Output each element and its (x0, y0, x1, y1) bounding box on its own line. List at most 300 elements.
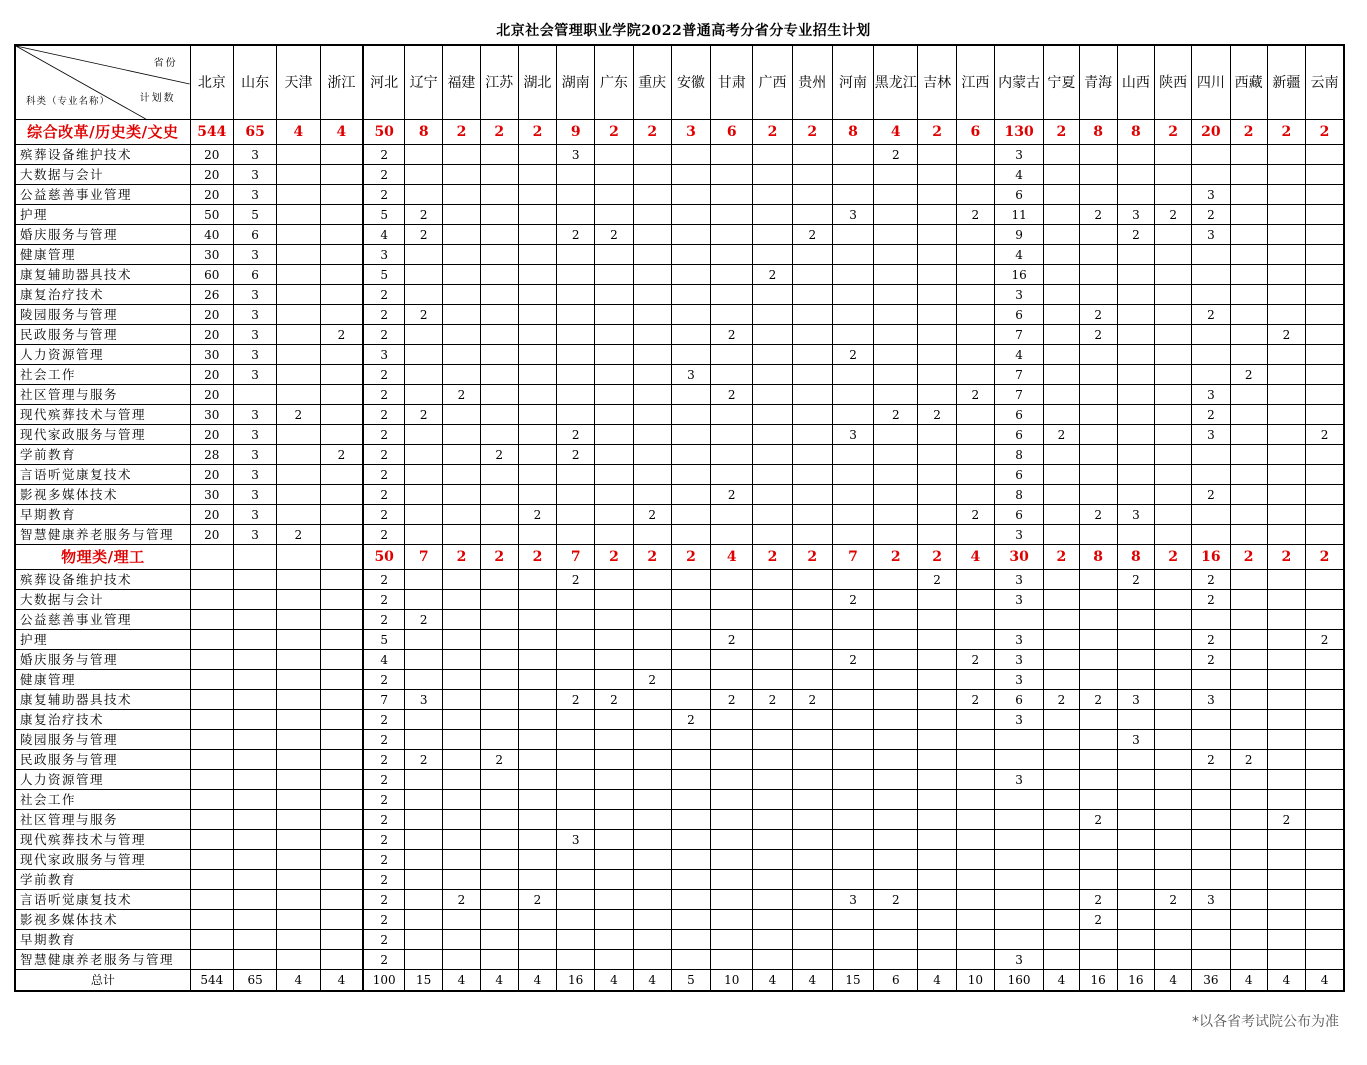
plan-count-cell: 2 (1079, 205, 1117, 225)
page-title: 北京社会管理职业学院2022普通高考分省分专业招生计划 (496, 23, 871, 39)
major-name: 社区管理与服务 (15, 385, 190, 405)
plan-count-cell (1117, 870, 1154, 890)
plan-count-cell (918, 830, 956, 850)
major-name: 人力资源管理 (15, 770, 190, 790)
plan-count-cell (320, 610, 363, 630)
plan-count-cell (633, 245, 671, 265)
plan-count-cell: 5 (233, 205, 276, 225)
plan-count-cell (832, 870, 873, 890)
plan-count-cell: 20 (190, 425, 233, 445)
plan-count-cell (557, 485, 595, 505)
table-row (15, 950, 1344, 970)
plan-count-cell (1230, 790, 1267, 810)
plan-count-cell (557, 790, 595, 810)
plan-count-cell (480, 670, 518, 690)
plan-count-cell (557, 730, 595, 750)
total-cell: 5 (671, 970, 710, 992)
plan-count-cell (832, 265, 873, 285)
plan-count-cell: 2 (874, 145, 918, 165)
plan-count-cell (1079, 590, 1117, 610)
plan-count-cell: 2 (1192, 570, 1230, 590)
plan-count-cell (874, 345, 918, 365)
plan-count-cell (443, 425, 480, 445)
total-cell: 4 (1155, 970, 1192, 992)
plan-count-cell (956, 525, 994, 545)
plan-count-cell (792, 910, 832, 930)
plan-count-cell (518, 185, 556, 205)
table-row (15, 790, 1344, 810)
total-cell: 4 (1306, 970, 1344, 992)
plan-count-cell: 3 (1192, 385, 1230, 405)
plan-count-cell (1230, 670, 1267, 690)
plan-count-cell (1306, 345, 1344, 365)
plan-count-cell (320, 650, 363, 670)
plan-count-cell (1044, 730, 1079, 750)
plan-count-cell (874, 770, 918, 790)
plan-count-cell (1230, 890, 1267, 910)
plan-count-cell (277, 445, 320, 465)
plan-count-cell (480, 630, 518, 650)
plan-count-cell: 20 (190, 525, 233, 545)
province-header: 河南 (832, 45, 873, 120)
plan-count-cell (918, 505, 956, 525)
major-name: 殡葬设备维护技术 (15, 145, 190, 165)
plan-count-cell (832, 245, 873, 265)
plan-count-cell (633, 750, 671, 770)
plan-count-cell (1117, 830, 1154, 850)
plan-count-cell (1267, 950, 1305, 970)
plan-count-cell: 2 (918, 570, 956, 590)
plan-count-cell (1044, 830, 1079, 850)
plan-count-cell: 3 (994, 570, 1043, 590)
plan-count-cell: 26 (190, 285, 233, 305)
plan-count-cell: 3 (1117, 205, 1154, 225)
plan-count-cell (443, 485, 480, 505)
plan-count-cell (1230, 385, 1267, 405)
table-row (15, 890, 1344, 910)
plan-count-cell (1267, 710, 1305, 730)
plan-count-cell (1044, 205, 1079, 225)
plan-count-cell (595, 830, 633, 850)
plan-count-cell (595, 405, 633, 425)
plan-count-cell (1155, 590, 1192, 610)
section-total-cell: 2 (874, 545, 918, 570)
plan-count-cell (633, 385, 671, 405)
plan-count-cell (1155, 285, 1192, 305)
plan-count-cell (518, 850, 556, 870)
section-total-cell: 2 (918, 120, 956, 145)
plan-count-cell: 3 (233, 405, 276, 425)
plan-count-cell (443, 670, 480, 690)
plan-count-cell: 3 (233, 285, 276, 305)
plan-count-cell (711, 890, 753, 910)
major-name: 护理 (15, 630, 190, 650)
plan-count-cell (1155, 630, 1192, 650)
plan-count-cell (792, 425, 832, 445)
plan-count-cell (595, 630, 633, 650)
plan-count-cell: 6 (233, 265, 276, 285)
plan-count-cell: 2 (405, 750, 443, 770)
plan-count-cell (518, 265, 556, 285)
plan-count-cell: 2 (363, 185, 404, 205)
table-row (15, 325, 1344, 345)
plan-count-cell (277, 305, 320, 325)
plan-count-cell (1267, 245, 1305, 265)
plan-count-cell (1306, 770, 1344, 790)
plan-count-cell (956, 750, 994, 770)
province-header: 浙江 (320, 45, 363, 120)
province-header: 重庆 (633, 45, 671, 120)
plan-count-cell: 2 (363, 890, 404, 910)
plan-count-cell: 2 (320, 445, 363, 465)
footnote: *以各省考试院公布为准 (1192, 1014, 1339, 1030)
section-total-cell: 6 (956, 120, 994, 145)
plan-count-cell (671, 165, 710, 185)
plan-count-cell (190, 710, 233, 730)
plan-count-cell (874, 790, 918, 810)
plan-count-cell (1117, 710, 1154, 730)
plan-count-cell (711, 265, 753, 285)
plan-count-cell (595, 870, 633, 890)
total-row (15, 970, 1344, 992)
table-row (15, 345, 1344, 365)
major-name: 现代殡葬技术与管理 (15, 405, 190, 425)
plan-count-cell (1117, 285, 1154, 305)
plan-count-cell (595, 750, 633, 770)
plan-count-cell (832, 750, 873, 770)
plan-count-cell (1044, 810, 1079, 830)
plan-count-cell (1267, 145, 1305, 165)
plan-count-cell (918, 245, 956, 265)
plan-count-cell (190, 590, 233, 610)
plan-count-cell (320, 205, 363, 225)
plan-count-cell (1230, 590, 1267, 610)
plan-count-cell (190, 610, 233, 630)
plan-count-cell (1230, 570, 1267, 590)
plan-count-cell (1306, 930, 1344, 950)
plan-count-cell (557, 930, 595, 950)
plan-count-cell (595, 910, 633, 930)
section-total-cell: 2 (595, 545, 633, 570)
plan-count-cell: 3 (233, 165, 276, 185)
plan-count-cell (557, 245, 595, 265)
plan-count-cell (277, 790, 320, 810)
plan-count-cell: 2 (956, 385, 994, 405)
plan-count-cell (711, 405, 753, 425)
plan-count-cell (956, 590, 994, 610)
plan-count-cell (633, 710, 671, 730)
plan-count-cell: 2 (363, 770, 404, 790)
plan-count-cell: 3 (233, 505, 276, 525)
section-total-cell: 4 (956, 545, 994, 570)
plan-count-cell: 20 (190, 185, 233, 205)
table-row (15, 285, 1344, 305)
table-row (15, 570, 1344, 590)
plan-count-cell (753, 305, 792, 325)
plan-count-cell: 3 (994, 285, 1043, 305)
total-cell: 4 (1230, 970, 1267, 992)
plan-count-cell (480, 225, 518, 245)
plan-count-cell (443, 165, 480, 185)
major-name: 影视多媒体技术 (15, 485, 190, 505)
plan-count-cell (1079, 265, 1117, 285)
plan-count-cell (792, 590, 832, 610)
plan-count-cell (1155, 810, 1192, 830)
plan-count-cell (405, 630, 443, 650)
plan-count-cell (320, 465, 363, 485)
plan-count-cell (1079, 525, 1117, 545)
province-header: 北京 (190, 45, 233, 120)
province-header: 陕西 (1155, 45, 1192, 120)
plan-count-cell (1192, 870, 1230, 890)
plan-count-cell (233, 690, 276, 710)
plan-count-cell (753, 630, 792, 650)
plan-count-cell (443, 610, 480, 630)
plan-count-cell (918, 770, 956, 790)
total-cell: 16 (1117, 970, 1154, 992)
plan-count-cell (233, 870, 276, 890)
plan-count-cell: 7 (363, 690, 404, 710)
plan-count-cell (792, 870, 832, 890)
plan-count-cell (1267, 630, 1305, 650)
plan-count-cell: 3 (832, 425, 873, 445)
plan-count-cell (753, 730, 792, 750)
plan-count-cell (1079, 870, 1117, 890)
plan-count-cell: 6 (994, 185, 1043, 205)
plan-count-cell (994, 910, 1043, 930)
corner-label-category: 科类（专业名称） (26, 96, 111, 107)
plan-count-cell (1192, 505, 1230, 525)
plan-count-cell (994, 870, 1043, 890)
plan-count-cell (711, 345, 753, 365)
plan-count-cell (1079, 630, 1117, 650)
plan-count-cell (277, 670, 320, 690)
plan-count-cell (711, 810, 753, 830)
plan-count-cell (1230, 630, 1267, 650)
plan-count-cell (753, 650, 792, 670)
plan-count-cell (1079, 790, 1117, 810)
plan-count-cell (633, 650, 671, 670)
plan-count-cell (557, 365, 595, 385)
plan-count-cell (1192, 325, 1230, 345)
plan-count-cell (190, 870, 233, 890)
plan-count-cell (233, 830, 276, 850)
plan-count-cell (832, 810, 873, 830)
plan-count-cell (277, 145, 320, 165)
plan-count-cell (518, 345, 556, 365)
plan-count-cell (443, 770, 480, 790)
plan-count-cell (1267, 405, 1305, 425)
plan-count-cell (518, 810, 556, 830)
plan-count-cell (1192, 245, 1230, 265)
plan-count-cell (753, 325, 792, 345)
plan-count-cell (1230, 305, 1267, 325)
plan-count-cell (1044, 570, 1079, 590)
plan-count-cell (874, 365, 918, 385)
plan-count-cell (1230, 465, 1267, 485)
plan-count-cell (518, 245, 556, 265)
plan-count-cell (277, 810, 320, 830)
plan-count-cell: 16 (994, 265, 1043, 285)
plan-count-cell (518, 465, 556, 485)
plan-count-cell (233, 950, 276, 970)
plan-count-cell: 3 (233, 445, 276, 465)
plan-count-cell (1230, 810, 1267, 830)
plan-count-cell (1306, 525, 1344, 545)
plan-count-cell (792, 345, 832, 365)
plan-count-cell (1079, 670, 1117, 690)
section-total-cell: 2 (1155, 120, 1192, 145)
table-row (15, 870, 1344, 890)
plan-count-cell: 2 (1192, 205, 1230, 225)
plan-count-cell (1306, 505, 1344, 525)
plan-count-cell: 2 (363, 505, 404, 525)
plan-count-cell (277, 265, 320, 285)
plan-count-cell (190, 950, 233, 970)
plan-count-cell (1117, 325, 1154, 345)
plan-count-cell (1306, 265, 1344, 285)
plan-count-cell (1192, 145, 1230, 165)
plan-count-cell (874, 425, 918, 445)
plan-count-cell (1267, 910, 1305, 930)
major-name: 社会工作 (15, 790, 190, 810)
table-row (15, 710, 1344, 730)
plan-count-cell (1230, 425, 1267, 445)
plan-count-cell: 3 (233, 365, 276, 385)
plan-count-cell (190, 830, 233, 850)
corner-label-plan-count: 计划数 (139, 93, 176, 104)
plan-count-cell (874, 870, 918, 890)
plan-count-cell (480, 185, 518, 205)
section-total-cell: 7 (405, 545, 443, 570)
plan-count-cell: 2 (1267, 810, 1305, 830)
plan-count-cell (1079, 365, 1117, 385)
plan-count-cell (1230, 870, 1267, 890)
plan-count-cell (595, 610, 633, 630)
plan-count-cell (792, 770, 832, 790)
plan-count-cell (1079, 950, 1117, 970)
table-row (15, 165, 1344, 185)
plan-count-cell (711, 790, 753, 810)
plan-count-cell (671, 345, 710, 365)
plan-count-cell (190, 650, 233, 670)
major-name: 康复辅助器具技术 (15, 690, 190, 710)
plan-count-cell (711, 185, 753, 205)
plan-count-cell (633, 590, 671, 610)
plan-count-cell (1267, 570, 1305, 590)
plan-count-cell (994, 810, 1043, 830)
plan-count-cell (320, 670, 363, 690)
section-total-cell: 8 (1117, 120, 1154, 145)
plan-count-cell (557, 950, 595, 970)
plan-count-cell (711, 205, 753, 225)
plan-count-cell (633, 185, 671, 205)
plan-count-cell (405, 285, 443, 305)
plan-count-cell (832, 830, 873, 850)
major-name: 早期教育 (15, 505, 190, 525)
plan-count-cell (277, 830, 320, 850)
plan-count-cell (1155, 610, 1192, 630)
plan-count-cell (190, 570, 233, 590)
plan-count-cell (443, 265, 480, 285)
plan-count-cell (918, 305, 956, 325)
plan-count-cell (956, 930, 994, 950)
plan-count-cell (1230, 165, 1267, 185)
plan-count-cell (557, 205, 595, 225)
plan-count-cell (1306, 205, 1344, 225)
major-name: 影视多媒体技术 (15, 910, 190, 930)
plan-count-cell (480, 205, 518, 225)
plan-count-cell (1079, 245, 1117, 265)
plan-count-cell: 2 (363, 950, 404, 970)
plan-count-cell (918, 950, 956, 970)
plan-count-cell: 3 (994, 950, 1043, 970)
plan-count-cell (480, 165, 518, 185)
plan-count-cell (956, 890, 994, 910)
plan-count-cell (277, 485, 320, 505)
plan-count-cell (595, 590, 633, 610)
plan-count-cell: 2 (1079, 325, 1117, 345)
plan-count-cell (320, 930, 363, 950)
province-header: 内蒙古 (994, 45, 1043, 120)
plan-count-cell: 2 (671, 710, 710, 730)
plan-count-cell (518, 770, 556, 790)
plan-count-cell (1117, 610, 1154, 630)
plan-count-cell: 3 (363, 245, 404, 265)
plan-count-cell (671, 465, 710, 485)
plan-count-cell (233, 630, 276, 650)
plan-count-cell (1155, 445, 1192, 465)
plan-count-cell (1079, 345, 1117, 365)
plan-count-cell: 2 (956, 505, 994, 525)
plan-count-cell (518, 590, 556, 610)
plan-count-cell (918, 650, 956, 670)
plan-count-cell: 2 (874, 890, 918, 910)
plan-count-cell (557, 265, 595, 285)
major-name: 社会工作 (15, 365, 190, 385)
plan-count-cell (711, 245, 753, 265)
plan-count-cell (595, 425, 633, 445)
plan-count-cell: 2 (1192, 305, 1230, 325)
plan-count-cell (711, 650, 753, 670)
plan-count-cell (1079, 730, 1117, 750)
section-total-cell: 8 (1079, 545, 1117, 570)
plan-count-cell (480, 285, 518, 305)
plan-count-cell (711, 365, 753, 385)
table-row (15, 245, 1344, 265)
plan-count-cell (1044, 385, 1079, 405)
plan-count-cell (753, 950, 792, 970)
plan-count-cell (918, 610, 956, 630)
plan-count-cell (518, 950, 556, 970)
plan-count-cell (190, 930, 233, 950)
plan-count-cell: 2 (1192, 485, 1230, 505)
plan-count-cell (1192, 930, 1230, 950)
plan-count-cell: 20 (190, 165, 233, 185)
plan-count-cell (557, 610, 595, 630)
plan-count-cell: 3 (233, 425, 276, 445)
plan-count-cell: 2 (363, 165, 404, 185)
plan-count-cell (671, 225, 710, 245)
plan-count-cell (753, 485, 792, 505)
plan-count-cell (753, 525, 792, 545)
plan-count-cell (1192, 770, 1230, 790)
plan-count-cell (633, 870, 671, 890)
plan-count-cell (956, 870, 994, 890)
plan-count-cell (956, 630, 994, 650)
plan-count-cell (405, 590, 443, 610)
plan-count-cell (956, 345, 994, 365)
